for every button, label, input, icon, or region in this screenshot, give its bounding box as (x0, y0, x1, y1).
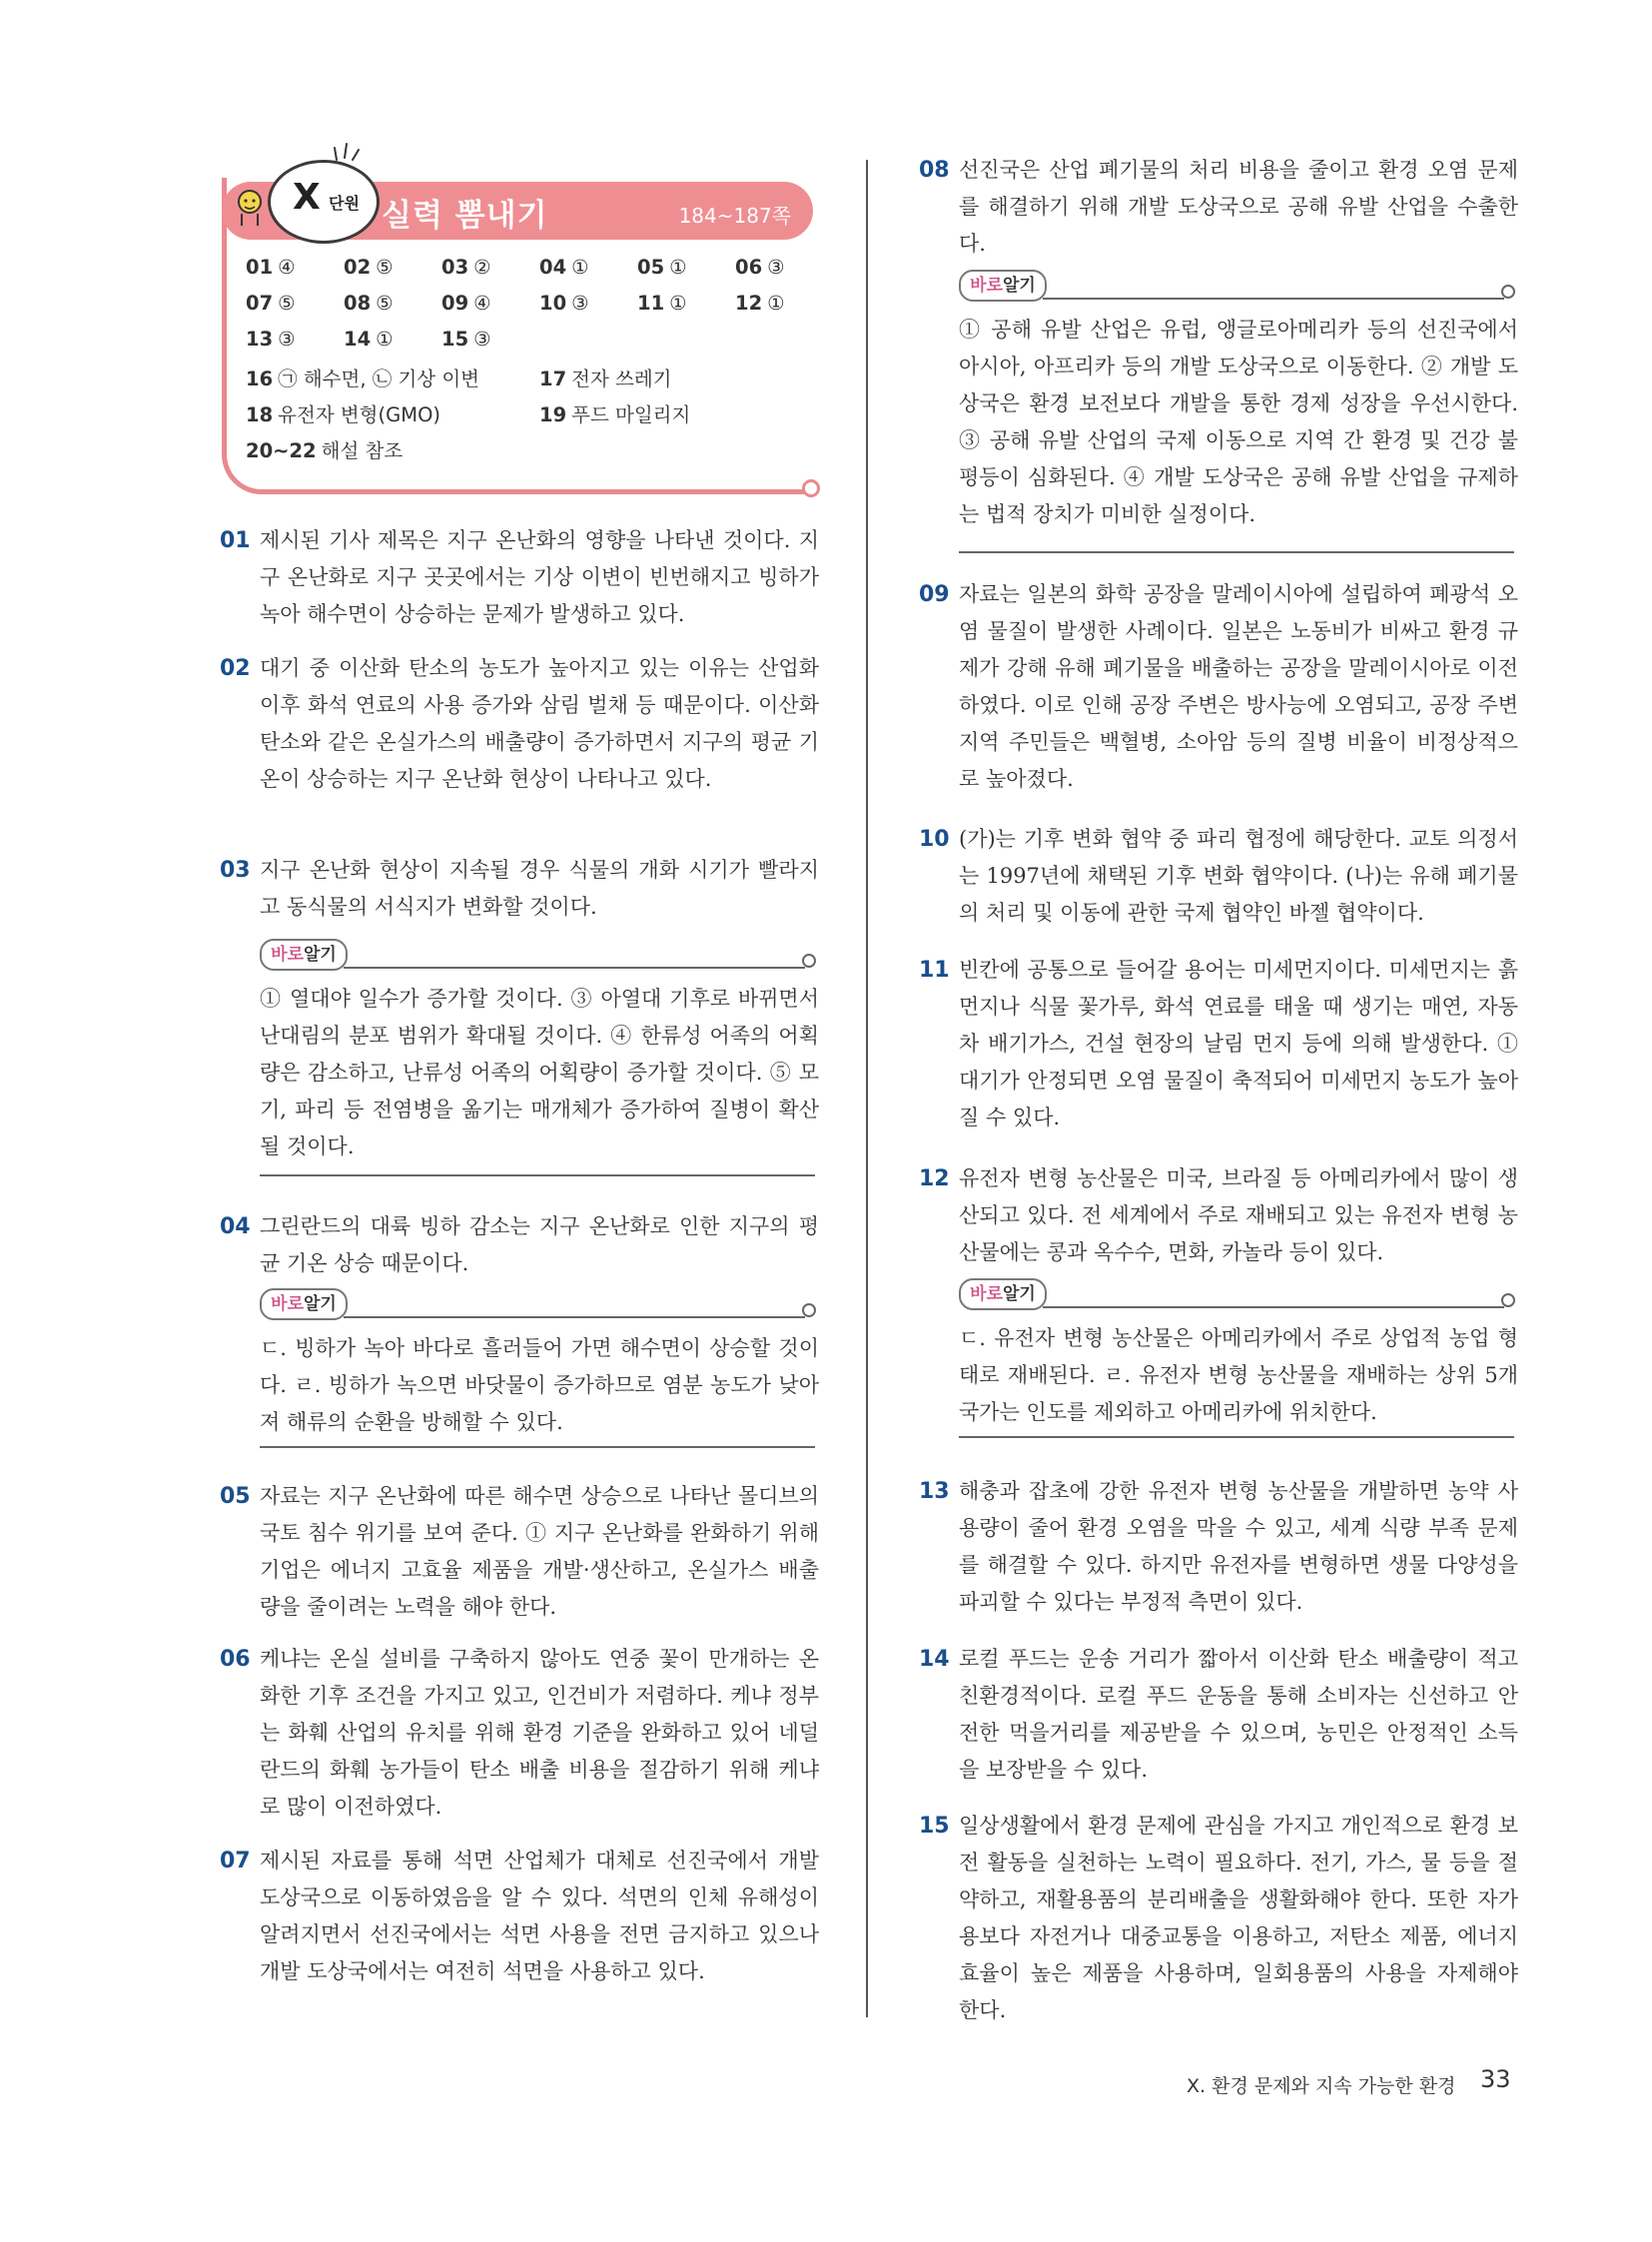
item-number: 05 (220, 1484, 251, 1509)
answer-item: 20~22 해설 참조 (246, 439, 404, 462)
tip-bottom-rule (959, 551, 1514, 553)
tip-text: ㄷ. 유전자 변형 농산물은 아메리카에서 주로 상업적 농업 형태로 재배된다. ㄹ. 유전자 변형 농산물을 재배하는 상위 5개 국가는 인도를 제외하고 아메리카에 위치한다. (959, 1326, 1518, 1424)
item-text: 일상생활에서 환경 문제에 관심을 가지고 개인적으로 환경 보전 활동을 실천하는 노력이 필요하다. 전기, 가스, 물 등을 절약하고, 재활용품의 분리배출을 생활화해야 한다. 또한 자가용보다 자전거나 대중교통을 이용하고, 저탄소 제품, 에너지 효율이 높은 제품을 사용하며, 일회용품의 사용을 자제해야 한다. (959, 1814, 1518, 2022)
item-text: (가)는 기후 변화 협약 중 파리 협정에 해당한다. 교토 의정서는 1997년에 채택된 기후 변화 협약이다. (나)는 유해 폐기물의 처리 및 이동에 관한 국제 협약인 바젤 협약이다. (959, 827, 1518, 925)
explanation-05 (220, 1478, 819, 1626)
item-number: 01 (220, 528, 251, 553)
unit-badge (268, 160, 380, 244)
answer-item: 06 ③ (735, 256, 785, 279)
tip-text: ① 공해 유발 산업은 유럽, 앵글로아메리카 등의 선진국에서 아시아, 아프리카 등의 개발 도상국으로 이동한다. ② 개발 도상국은 환경 보전보다 개발을 통한 경제 성장을 우선시한다. ③ 공해 유발 산업의 국제 이동으로 지역 간 환경 및 건강 불평등이 심화된다. ④ 개발 도상국은 공해 유발 산업을 규제하는 법적 장치가 미비한 실정이다. (959, 318, 1518, 526)
answer-item: 05 ① (637, 256, 687, 279)
answer-item: 18 유전자 변형(GMO) (246, 403, 441, 426)
item-text: 빈칸에 공통으로 들어갈 용어는 미세먼지이다. 미세먼지는 흙먼지나 식물 꽃가루, 화석 연료를 태울 때 생기는 매연, 자동차 배기가스, 건설 현장의 날림 먼지 등에 의해 발생한다. ① 대기가 안정되면 오염 물질이 축적되어 미세먼지 농도가 높아질 수 있다. (959, 958, 1518, 1129)
answer-item: 01 ④ (246, 256, 296, 279)
item-text: 유전자 변형 농산물은 미국, 브라질 등 아메리카에서 많이 생산되고 있다. 전 세계에서 주로 재배되고 있는 유전자 변형 농산물에는 콩과 옥수수, 면화, 카놀라 등이 있다. (959, 1166, 1518, 1264)
explanation-11 (919, 952, 1518, 1129)
item-number: 11 (919, 958, 950, 983)
tip-bottom-rule (260, 1174, 815, 1176)
item-number: 07 (220, 1849, 251, 1873)
item-text: 제시된 기사 제목은 지구 온난화의 영향을 나타낸 것이다. 지구 온난화로 지구 곳곳에서는 기상 이변이 빈번해지고 빙하가 녹아 해수면이 상승하는 문제가 발생하고 있다. (260, 528, 819, 626)
answer-item: 12 ① (735, 292, 785, 315)
explanation-12 (919, 1160, 1518, 1272)
tip-bottom-rule (260, 1446, 815, 1448)
tip-badge: 바로알기 (260, 939, 348, 971)
tip-badge: 바로알기 (959, 270, 1047, 302)
explanation-03 (220, 852, 819, 926)
item-text: 제시된 자료를 통해 석면 산업체가 대체로 선진국에서 개발 도상국으로 이동하였음을 알 수 있다. 석면의 인체 유해성이 알려지면서 선진국에서는 석면 사용을 전면 금지하고 있으나 개발 도상국에서는 여전히 석면을 사용하고 있다. (260, 1849, 819, 1983)
answer-item: 04 ① (539, 256, 589, 279)
answer-item: 19 푸드 마일리지 (539, 403, 691, 426)
tip-box-03 (260, 939, 819, 1178)
explanation-15 (919, 1808, 1518, 2031)
answer-item: 16 ㉠ 해수면, ㉡ 기상 이변 (246, 368, 479, 390)
item-text: 해충과 잡초에 강한 유전자 변형 농산물을 개발하면 농약 사용량이 줄어 환경 오염을 막을 수 있고, 세계 식량 부족 문제를 해결할 수 있다. 하지만 유전자를 변형하면 생물 다양성을 파괴할 수 있다는 부정적 측면이 있다. (959, 1479, 1518, 1614)
item-number: 10 (919, 827, 950, 852)
item-number: 08 (919, 158, 950, 183)
item-text: 로컬 푸드는 운송 거리가 짧아서 이산화 탄소 배출량이 적고 친환경적이다. 로컬 푸드 운동을 통해 소비자는 신선하고 안전한 먹을거리를 제공받을 수 있으며, 농민은 안정적인 소득을 보장받을 수 있다. (959, 1647, 1518, 1782)
item-text: 대기 중 이산화 탄소의 농도가 높아지고 있는 이유는 산업화 이후 화석 연료의 사용 증가와 삼림 벌채 등 때문이다. 이산화 탄소와 같은 온실가스의 배출량이 증가하면서 지구의 평균 기온이 상승하는 지구 온난화 현상이 나타나고 있다. (260, 656, 819, 791)
explanation-04 (220, 1208, 819, 1282)
curl-icon (799, 953, 819, 973)
answer-item: 10 ③ (539, 292, 589, 315)
explanation-01 (220, 522, 819, 634)
answer-item: 11 ① (637, 292, 687, 315)
answer-item: 02 ⑤ (344, 256, 394, 279)
item-number: 04 (220, 1214, 251, 1239)
footer-page-number: 33 (1480, 2065, 1511, 2093)
item-number: 13 (919, 1479, 950, 1504)
tip-top-rule (1043, 1306, 1504, 1308)
answer-item: 03 ② (441, 256, 491, 279)
item-number: 09 (919, 582, 950, 607)
sparkle-icon (333, 140, 361, 164)
item-number: 03 (220, 858, 251, 883)
tip-top-rule (344, 1316, 805, 1318)
curl-icon (1498, 1292, 1518, 1312)
answer-item: 09 ④ (441, 292, 491, 315)
tip-box-12 (959, 1278, 1518, 1438)
tip-text: ㄷ. 빙하가 녹아 바다로 흘러들어 가면 해수면이 상승할 것이다. ㄹ. 빙하가 녹으면 바닷물이 증가하므로 염분 농도가 낮아져 해류의 순환을 방해할 수 있다. (260, 1336, 819, 1434)
item-number: 15 (919, 1814, 950, 1839)
answer-item: 14 ① (344, 328, 394, 351)
answer-item: 07 ⑤ (246, 292, 296, 315)
explanation-14 (919, 1641, 1518, 1789)
explanation-09 (919, 576, 1518, 800)
curl-icon (1498, 284, 1518, 304)
explanation-02 (220, 650, 819, 836)
tip-top-rule (1043, 298, 1504, 300)
tip-text: ① 열대야 일수가 증가할 것이다. ③ 아열대 기후로 바뀌면서 난대림의 분포 범위가 확대될 것이다. ④ 한류성 어족의 어획량은 감소하고, 난류성 어족의 어획량이 증가할 것이다. ⑤ 모기, 파리 등 전염병을 옮기는 매개체가 증가하여 질병이 확산될 것이다. (260, 987, 819, 1158)
item-number: 12 (919, 1166, 950, 1191)
item-text: 선진국은 산업 폐기물의 처리 비용을 줄이고 환경 오염 문제를 해결하기 위해 개발 도상국으로 공해 유발 산업을 수출한다. (959, 158, 1518, 256)
answer-item: 13 ③ (246, 328, 296, 351)
column-divider (866, 160, 868, 2017)
item-number: 06 (220, 1647, 251, 1672)
tip-box-08 (959, 270, 1518, 555)
answer-item: 17 전자 쓰레기 (539, 368, 672, 390)
box-end-dot (802, 479, 820, 497)
item-text: 지구 온난화 현상이 지속될 경우 식물의 개화 시기가 빨라지고 동식물의 서식지가 변화할 것이다. (260, 858, 819, 919)
mascot-icon (232, 186, 268, 230)
item-number: 02 (220, 656, 251, 681)
answer-item: 15 ③ (441, 328, 491, 351)
item-number: 14 (919, 1647, 950, 1672)
tip-top-rule (344, 967, 805, 969)
tip-box-04 (260, 1288, 819, 1450)
footer-chapter-title: X. 환경 문제와 지속 가능한 환경 (1187, 2075, 1456, 2097)
explanation-10 (919, 821, 1518, 933)
item-text: 자료는 일본의 화학 공장을 말레이시아에 설립하여 폐광석 오염 물질이 발생한 사례이다. 일본은 노동비가 비싸고 환경 규제가 강해 유해 폐기물을 배출하는 공장을 말레이시아로 이전하였다. 이로 인해 공장 주변은 방사능에 오염되고, 공장 주변 지역 주민들은 백혈병, 소아암 등의 질병 비율이 비정상적으로 높아졌다. (959, 582, 1518, 791)
item-text: 그린란드의 대륙 빙하 감소는 지구 온난화로 인한 지구의 평균 기온 상승 때문이다. (260, 1214, 819, 1275)
item-text: 케냐는 온실 설비를 구축하지 않아도 연중 꽃이 만개하는 온화한 기후 조건을 가지고 있고, 인건비가 저렴하다. 케냐 정부는 화훼 산업의 유치를 위해 환경 기준을 완화하고 있어 네덜란드의 화훼 농가들이 탄소 배출 비용을 절감하기 위해 케냐로 많이 이전하였다. (260, 1647, 819, 1819)
page-range: 184~187쪽 (678, 204, 791, 228)
explanation-08 (919, 152, 1518, 264)
tip-badge: 바로알기 (260, 1288, 348, 1320)
section-title: 실력 뽐내기 (382, 198, 548, 234)
tip-badge: 바로알기 (959, 1278, 1047, 1310)
unit-roman: X (293, 177, 321, 218)
explanation-06 (220, 1641, 819, 1827)
explanation-13 (919, 1473, 1518, 1621)
tip-bottom-rule (959, 1436, 1514, 1438)
answer-item: 08 ⑤ (344, 292, 394, 315)
curl-icon (799, 1302, 819, 1322)
explanation-07 (220, 1843, 819, 2028)
item-text: 자료는 지구 온난화에 따른 해수면 상승으로 나타난 몰디브의 국토 침수 위기를 보여 준다. ① 지구 온난화를 완화하기 위해 기업은 에너지 고효율 제품을 개발·생산하고, 온실가스 배출량을 줄이려는 노력을 해야 한다. (260, 1484, 819, 1619)
unit-word: 단원 (329, 194, 360, 213)
